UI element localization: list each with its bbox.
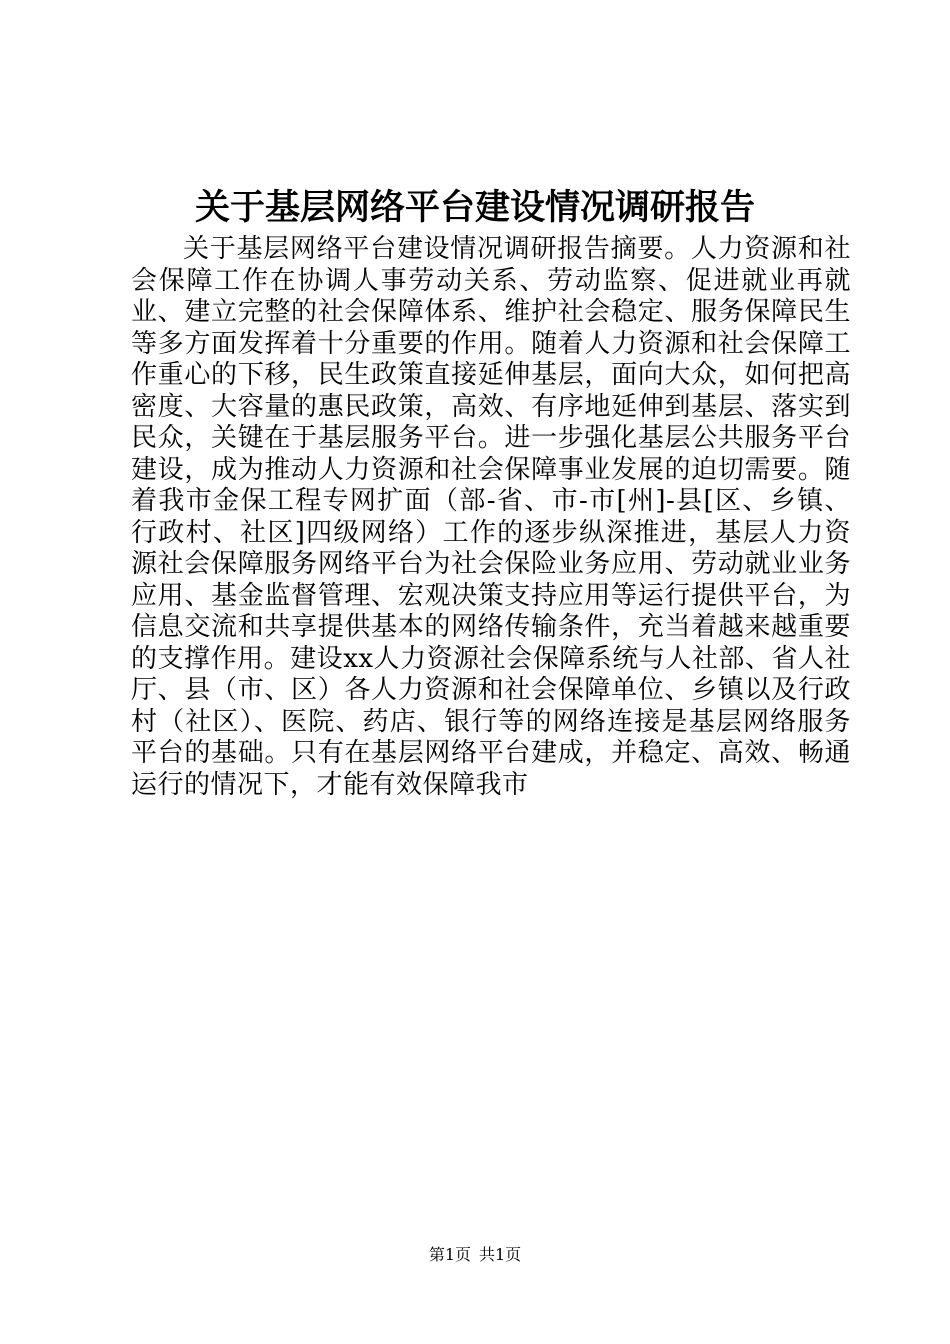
document-body-paragraph: 关于基层网络平台建设情况调研报告摘要。人力资源和社会保障工作在协调人事劳动关系、劳动监察、促进就业再就业、建立完整的社会保障体系、维护社会稳定、服务保障民生等多方面发挥着十分重要的作用。随着人力资源和社会保障工作重心的下移，民生政策直接延伸基层，面向大众，如何把高密度、大容量的惠民政策，高效、有序地延伸到基层、落实到民众，关键在于基层服务平台。进一步强化基层公共服务平台建设，成为推动人力资源和社会保障事业发展的迫切需要。随着我市金保工程专网扩面（部-省、市-市[州]-县[区、乡镇、行政村、社区]四级网络）工作的逐步纵深推进，基层人力资源社会保障服务网络平台为社会保险业务应用、劳动就业业务应用、基金监督管理、宏观决策支持应用等运行提供平台，为信息交流和共享提供基本的网络传输条件，充当着越来越重要的支撑作用。建设xx人力资源社会保障系统与人社部、省人社厅、县（市、区）各人力资源和社会保障单位、乡镇以及行政村（社区）、医院、药店、银行等的网络连接是基层网络服务平台的基础。只有在基层网络平台建成，并稳定、高效、畅通运行的情况下，才能有效保障我市: [131, 234, 851, 800]
document-title: 关于基层网络平台建设情况调研报告: [194, 188, 755, 228]
page-number-current: 第1页: [428, 1245, 471, 1264]
page-footer: [0, 1243, 950, 1267]
page-number-total: 共1页: [479, 1245, 522, 1264]
